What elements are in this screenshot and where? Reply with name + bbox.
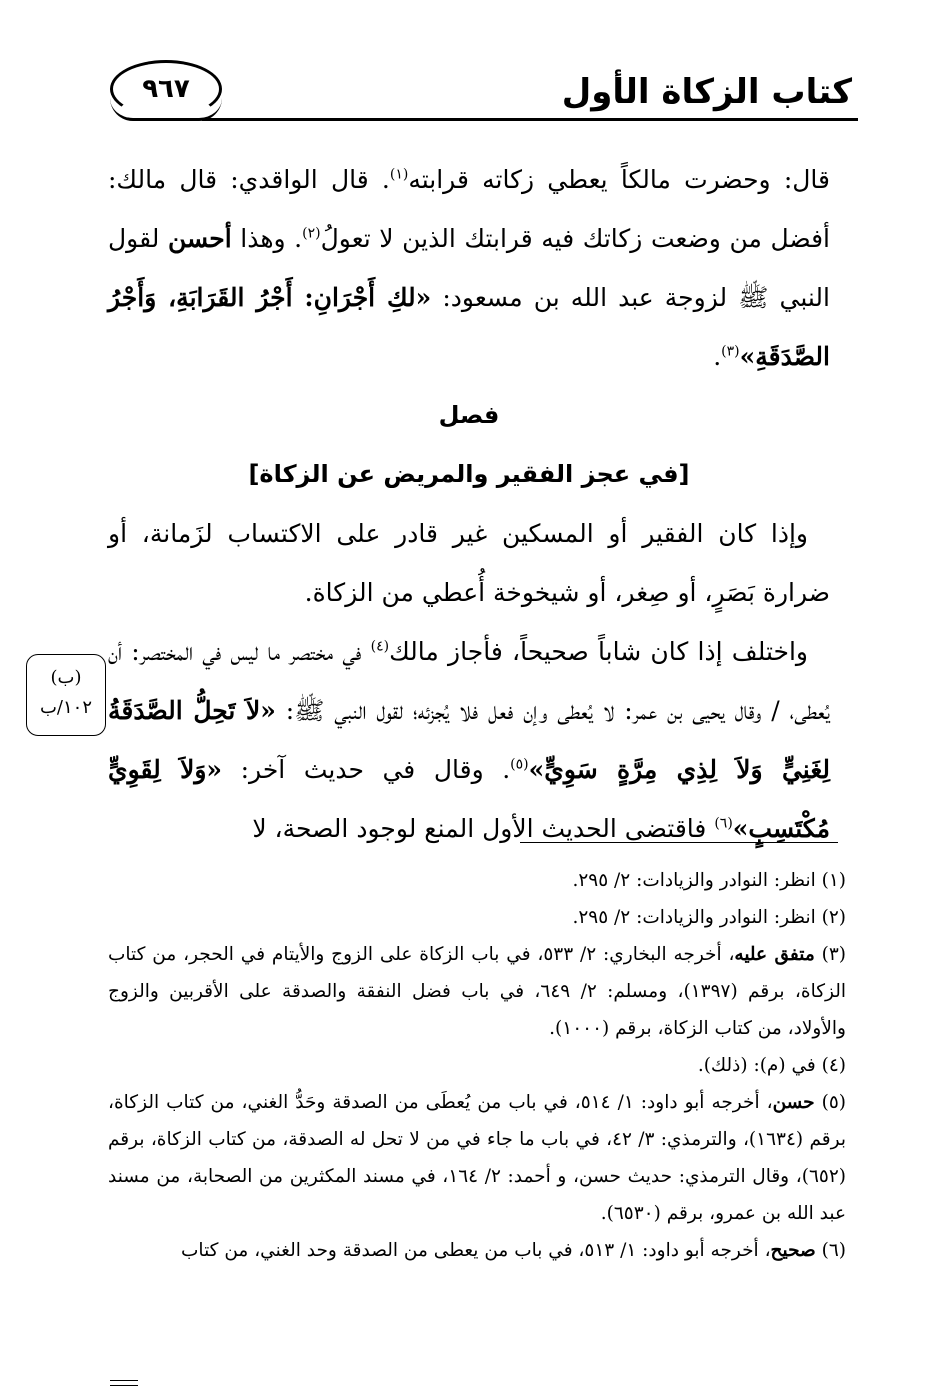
footnote-ref-3: (٣) [721,343,740,360]
paragraph-1: قال: وحضرت مالكاً يعطي زكاته قرابته$^{(١)}$. قال الواقدي: قال مالك: أفضل من وضعت زكاتك فيه قرابتك الذين لا تعولُ$^{(٢)}$. وهذا أحسن لقول النبي ﷺ لزوجة عبد الله بن مسعود: «لكِ أَجْرَانِ: أَجْرُ القَرَابَةِ، وَأَجْرُ الصَّدَقَةِ»$^{(٣)}$. [108,165,830,371]
footnote-ref-1: (١) [389,166,409,183]
footnote-ref-5: (٥) [510,756,529,773]
margin-note-line-1: (ب) [50,667,82,688]
paragraph-3: واختلف إذا كان شاباً صحيحاً، فأجاز مالك$^{(٤)}$ في مختصر ما ليس في المختصر: أن يُعطى، / وقال يحيى بن عمر: لا يُعطى وإن فعل فلا يُجزئه؛ لقول النبي ﷺ: «لاَ تَحِلُّ الصَّدَقَةُ لِغَنِيٍّ وَلاَ لِذِي مِرَّةٍ سَوِيٍّ»$^{(٥)}$. وقال في حديث آخر: «وَلاَ لِقَوِيٍّ مُكْتَسِبٍ»$^{(٦)}$ فاقتضى الحديث الأول المنع لوجود الصحة، لا [108,637,831,843]
chapter-title: كتاب الزكاة الأول [561,72,852,112]
footnote-ref-2: (٢) [302,225,321,242]
margin-note-line-2: ١٠٢/ب [39,697,93,718]
page-number-frame [110,60,222,118]
catchword-mark [110,1385,138,1386]
hadith-quote: «لكِ أَجْرَانِ: أَجْرُ القَرَابَةِ، وَأَجْرُ الصَّدَقَةِ» [108,283,830,371]
footnote-3: (٣) متفق عليه، أخرجه البخاري: ٢/ ٥٣٣، في باب الزكاة على الزوج والأيتام في الحجر، من كتاب الزكاة، برقم (١٣٩٧)، ومسلم: ٢/ ٦٤٩، في باب فضل النفقة والصدقة على الأقربين والزوج والأولاد، من كتاب الزكاة، برقم (١٠٠٠). [108,944,847,1039]
section-subheading: [في عجز الفقير والمريض عن الزكاة] [248,460,690,488]
footnote-separator [520,842,838,843]
footnote-4: (٤) في (م): (ذلك). [697,1055,846,1076]
main-text [108,150,830,858]
footnote-2: (٢) انظر: النوادر والزيادات: ٢/ ٢٩٥. [572,907,846,928]
footnote-1: (١) انظر: النوادر والزيادات: ٢/ ٢٩٥. [572,870,846,891]
footnote-6: (٦) صحيح، أخرجه أبو داود: ١/ ٥١٣، في باب من يعطى من الصدقة وحد الغني، من كتاب [181,1240,846,1261]
paragraph-2: وإذا كان الفقير أو المسكين غير قادر على الاكتساب لزَمانة، أو ضرارة بَصَرٍ، أو صِغر، أو شيخوخة أُعطي من الزكاة. [108,519,830,607]
header-rule [202,118,858,121]
footnote-5: (٥) حسن، أخرجه أبو داود: ١/ ٥١٤، في باب من يُعطَى من الصدقة وحَدُّ الغني، من كتاب الزكاة، برقم (١٦٣٤)، والترمذي: ٣/ ٤٢، في باب ما جاء في من لا تحل له الصدقة، من كتاب الزكاة، برقم (٦٥٢)، وقال الترمذي: حديث حسن، و أحمد: ٢/ ١٦٤، في مسند المكثرين من الصحابة، من مسند عبد الله بن عمرو، برقم (٦٥٣٠). [108,1092,846,1224]
page-header [110,60,858,126]
footnote-ref-4: (٤) [370,638,390,655]
footnote-ref-6: (٦) [714,815,733,832]
section-heading: فصل [438,401,500,429]
catchword-mark [110,1380,138,1381]
hadith-quote: «لاَ تَحِلُّ الصَّدَقَةُ لِغَنِيٍّ وَلاَ لِذِي مِرَّةٍ سَوِيٍّ» [108,696,831,784]
page-number: ٩٦٧ [142,74,190,104]
hadith-quote: «وَلاَ لِقَوِيٍّ مُكْتَسِبٍ» [108,755,830,843]
footnotes [108,862,846,1269]
manuscript-margin-note [26,654,106,736]
